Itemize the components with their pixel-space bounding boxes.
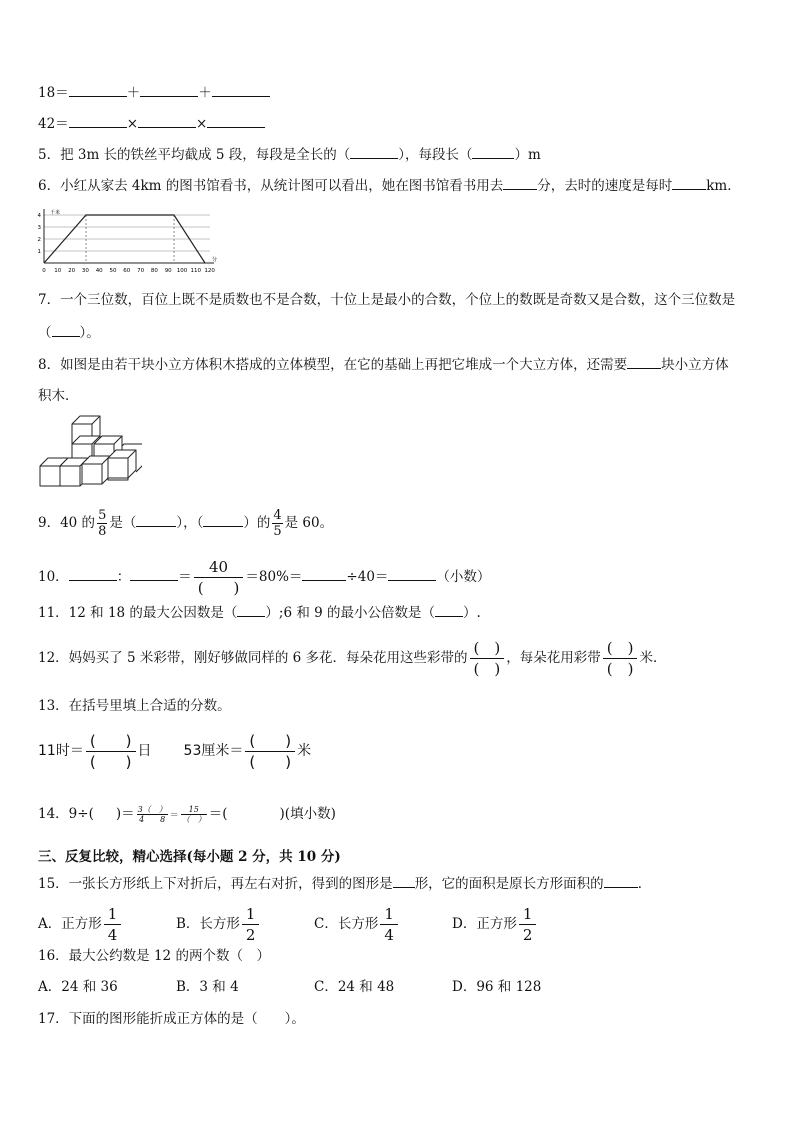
option-d[interactable]: D．正方形 $\frac{1}{2}$ (452, 904, 538, 945)
answer-blank[interactable] (52, 322, 80, 337)
question-16: 16．最大公约数是 12 的两个数（ ） (38, 948, 270, 964)
answer-blank[interactable] (212, 82, 270, 97)
answer-blank[interactable] (136, 512, 176, 527)
section-heading: 三、反复比较，精心选择(每小题 2 分，共 10 分) (38, 849, 341, 865)
question-14: 14．9÷( )＝ $\frac{3( )}{4 8}$ ＝ $\frac{15}{( )}$ ＝( )(填小数) (38, 805, 336, 824)
x-tick-label: 50 (109, 268, 117, 274)
x-tick-label: 80 (150, 268, 158, 274)
fraction: $\frac{4}{5}$ (273, 508, 282, 539)
graph-xlabel: 分 (212, 257, 218, 263)
question-5: 5．把 3m 长的铁丝平均截成 5 段，每段是全长的（ ），每段长（ ）m (38, 144, 541, 165)
option-b[interactable]: B．长方形 $\frac{1}{2}$ (176, 904, 261, 945)
question-17: 17．下面的图形能折成正方体的是（ ）。 (38, 1011, 305, 1027)
answer-blank[interactable] (207, 113, 265, 128)
answer-blank[interactable] (472, 144, 514, 159)
option-d[interactable]: D．96 和 128 (452, 979, 542, 995)
x-tick-label: 40 (95, 268, 103, 274)
answer-blank[interactable] (69, 82, 127, 97)
answer-blank[interactable] (503, 175, 537, 190)
x-tick-label: 110 (190, 268, 202, 274)
answer-blank[interactable] (69, 113, 127, 128)
question-11: 11．12 和 18 的最大公因数是（ ）;6 和 9 的最小公倍数是（ ）. (38, 602, 481, 623)
fraction: $\frac{3( )}{4 8}$ (137, 805, 167, 824)
question-9: 9．40 的 $\frac{5}{8}$ 是（ ），（ ）的 $\frac{4}{5}$ 是 60。 (38, 508, 334, 539)
x-tick-label: 70 (137, 268, 145, 274)
x-tick-label: 10 (54, 268, 62, 274)
question-8-line2: 积木． (38, 388, 79, 404)
question-7-answer: （ ）。 (38, 322, 100, 343)
fraction-blank[interactable]: $\frac{( )}{( )}$ (603, 638, 638, 679)
cube-stack-figure (38, 410, 142, 492)
answer-blank[interactable] (388, 566, 436, 581)
question-6: 6．小红从家去 4km 的图书馆看书，从统计图可以看出，她在图书馆看书用去 分，去时的速度是每时 km． (38, 175, 741, 196)
fraction: $\frac{1}{2}$ (519, 904, 537, 945)
answer-blank[interactable] (393, 873, 415, 888)
x-tick-label: 100 (176, 268, 188, 274)
q4-line-42: 42＝ × × (38, 113, 265, 134)
question-8: 8．如图是由若干块小立方体积木搭成的立体模型，在它的基础上再把它堆成一个大立方体，还需要 块小立方体 (38, 354, 729, 375)
fraction-blank[interactable]: $\frac{( )}{( )}$ (245, 731, 295, 772)
distance-time-graph (34, 205, 224, 277)
answer-blank[interactable] (302, 566, 346, 581)
fraction: $\frac{40}{( )}$ (194, 557, 244, 598)
option-c[interactable]: C．24 和 48 (314, 979, 395, 995)
question-12: 12．妈妈买了 5 米彩带，刚好够做同样的 6 多花．每朵花用这些彩带的 $\frac{( )}{( )}$ ，每朵花用彩带 $\frac{( )}{( )}$ 米． (38, 639, 667, 678)
question-13-items: 11时＝ $\frac{( )}{( )}$ 日 53厘米＝ $\frac{( )}{( )}$ 米 (38, 731, 312, 771)
x-tick-label: 30 (81, 268, 89, 274)
answer-blank[interactable] (203, 512, 243, 527)
question-7: 7．一个三位数，百位上既不是质数也不是合数，十位上是最小的合数，个位上的数既是奇数又是合数，这个三位数是 (38, 292, 736, 308)
x-tick-label: 90 (164, 268, 172, 274)
question-13: 13．在括号里填上合适的分数。 (38, 698, 231, 714)
x-tick-label: 60 (123, 268, 131, 274)
x-tick-label: 120 (204, 268, 215, 274)
fraction-blank[interactable]: $\frac{( )}{( )}$ (470, 638, 505, 679)
answer-blank[interactable] (350, 144, 398, 159)
fraction: $\frac{15}{( )}$ (181, 805, 206, 824)
x-tick-label: 0 (42, 268, 46, 274)
fraction-blank[interactable]: $\frac{( )}{( )}$ (86, 731, 136, 772)
option-b[interactable]: B．3 和 4 (176, 979, 239, 995)
answer-blank[interactable] (604, 873, 638, 888)
option-a[interactable]: A．24 和 36 (38, 979, 118, 995)
y-tick-label: 1 (37, 249, 41, 255)
answer-blank[interactable] (237, 602, 265, 617)
y-tick-label: 4 (37, 213, 41, 219)
option-c[interactable]: C．长方形 $\frac{1}{4}$ (314, 904, 400, 945)
answer-blank[interactable] (138, 113, 196, 128)
fraction: $\frac{1}{4}$ (104, 904, 122, 945)
answer-blank[interactable] (672, 175, 706, 190)
answer-blank[interactable] (435, 602, 463, 617)
graph-ylabel: 千米 (50, 210, 61, 216)
fraction: $\frac{1}{2}$ (242, 904, 260, 945)
answer-blank[interactable] (69, 566, 117, 581)
fraction: $\frac{5}{8}$ (98, 508, 107, 539)
fraction: $\frac{1}{4}$ (380, 904, 398, 945)
y-tick-label: 2 (37, 237, 41, 243)
answer-blank[interactable] (140, 82, 198, 97)
q4-line-18: 18＝ ＋ ＋ (38, 82, 270, 103)
x-tick-label: 20 (68, 268, 76, 274)
answer-blank[interactable] (130, 566, 178, 581)
y-tick-label: 3 (37, 225, 41, 231)
answer-blank[interactable] (627, 354, 661, 369)
option-a[interactable]: A．正方形 $\frac{1}{4}$ (38, 904, 123, 945)
question-10: 10． ： ＝ $\frac{40}{( )}$ ＝80%＝ ÷40＝ （小数） (38, 558, 491, 597)
question-15: 15．一张长方形纸上下对折后，再左右对折，得到的图形是 形，它的面积是原长方形面积的 ． (38, 873, 651, 894)
